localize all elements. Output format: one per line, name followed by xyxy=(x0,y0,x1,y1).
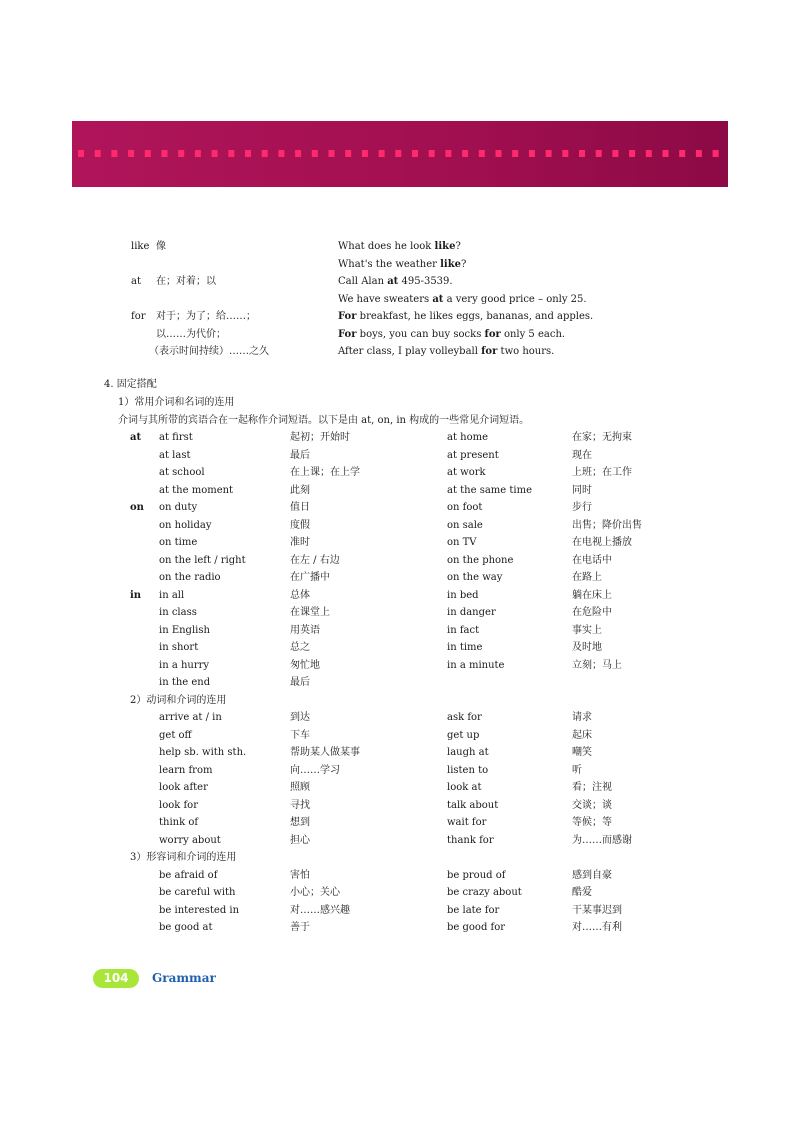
phrase-zh: 现在 xyxy=(572,449,592,461)
page-number: 104 xyxy=(103,971,129,985)
phrase-zh: 干某事迟到 xyxy=(572,904,622,916)
phrase-zh: 在危险中 xyxy=(572,607,612,618)
phrase-zh: 步行 xyxy=(572,502,592,513)
section-heading: 4. 固定搭配 xyxy=(104,379,157,390)
banner-dot xyxy=(162,150,168,157)
example-text: What does he look xyxy=(338,241,435,252)
phrase-en: arrive at / in xyxy=(159,712,222,723)
banner-dot xyxy=(529,150,535,157)
phrase-zh: 酷爱 xyxy=(572,887,592,898)
phrase-zh: 对……感兴趣 xyxy=(290,904,350,916)
example-text: boys, you can buy socks xyxy=(356,328,485,340)
phrase-en: in time xyxy=(447,642,483,653)
banner-dot xyxy=(262,150,268,157)
phrase-zh: 为……而感谢 xyxy=(572,834,632,846)
phrase-zh: 此刻 xyxy=(290,484,310,496)
banner-dot xyxy=(362,150,368,157)
phrase-en: be careful with xyxy=(159,887,236,898)
phrase-zh: 在路上 xyxy=(572,572,602,583)
phrase-zh: 匆忙地 xyxy=(290,659,320,671)
example-sentence xyxy=(338,328,565,342)
group-preposition: on xyxy=(130,502,144,513)
example-text: ? xyxy=(455,241,461,252)
example-keyword: like xyxy=(434,241,456,252)
phrase-zh: 度假 xyxy=(290,519,310,531)
sub1-title: 1）常用介词和名词的连用 xyxy=(118,397,235,408)
prep-meaning-extra: 以……为代价； xyxy=(156,328,226,340)
phrase-en: at the moment xyxy=(159,484,234,496)
phrase-en: in all xyxy=(159,589,185,601)
example-text: What's the weather xyxy=(338,258,441,270)
banner-dot xyxy=(145,150,151,157)
sub2-title: 2）动词和介词的连用 xyxy=(130,694,227,706)
phrase-en: thank for xyxy=(447,834,494,846)
phrase-zh: 交谈；谈 xyxy=(572,799,612,811)
phrase-zh: 及时地 xyxy=(572,642,602,653)
example-sentence xyxy=(338,345,554,359)
example-text: only 5 each. xyxy=(500,328,566,340)
phrase-en: be late for xyxy=(447,904,500,916)
phrase-zh: 用英语 xyxy=(290,624,320,636)
banner-dot xyxy=(295,150,301,157)
banner-dots xyxy=(72,150,728,158)
phrase-zh: 帮助某人做某事 xyxy=(290,747,360,758)
banner-dot xyxy=(178,150,184,157)
example-sentence xyxy=(338,240,461,254)
footer-title: Grammar xyxy=(152,971,216,985)
phrase-zh: 上班；在工作 xyxy=(572,467,632,478)
banner-dot xyxy=(345,150,351,157)
phrase-en: in short xyxy=(159,642,199,653)
banner-dot xyxy=(479,150,485,157)
example-text: breakfast, he likes eggs, bananas, and apples. xyxy=(356,311,594,322)
example-text: Call Alan xyxy=(338,276,388,287)
phrase-en: in bed xyxy=(447,589,479,601)
group-preposition: in xyxy=(130,589,142,601)
phrase-en: on holiday xyxy=(159,519,212,531)
phrase-en: at first xyxy=(159,432,193,443)
phrase-en: on sale xyxy=(447,519,483,531)
phrase-zh: 最后 xyxy=(290,449,310,461)
banner-dot xyxy=(278,150,284,157)
phrase-en: learn from xyxy=(159,764,213,776)
phrase-en: be good for xyxy=(447,922,506,933)
phrase-zh: 起初；开始时 xyxy=(290,432,350,443)
phrase-zh: 下车 xyxy=(290,729,310,741)
phrase-en: at school xyxy=(159,467,205,478)
phrase-en: on time xyxy=(159,537,198,548)
phrase-zh: 照顾 xyxy=(290,782,310,793)
banner-dot xyxy=(512,150,518,157)
phrase-zh: 担心 xyxy=(290,834,310,846)
banner-dot xyxy=(462,150,468,157)
phrase-zh: 起床 xyxy=(572,729,592,741)
phrase-en: in fact xyxy=(447,624,480,636)
prep-meaning: 对于；为了；给……； xyxy=(156,311,256,322)
phrase-zh: 在左 / 右边 xyxy=(290,554,340,566)
phrase-zh: 等候；等 xyxy=(572,817,612,828)
phrase-en: in a minute xyxy=(447,659,505,671)
banner-dot xyxy=(379,150,385,157)
phrase-en: at the same time xyxy=(447,484,533,496)
phrase-en: ask for xyxy=(447,712,482,723)
example-keyword: at xyxy=(432,293,444,305)
phrase-en: get up xyxy=(447,729,480,741)
phrase-zh: 同时 xyxy=(572,484,592,496)
example-keyword: at xyxy=(387,276,399,287)
prep-word: like xyxy=(131,241,150,252)
phrase-zh: 害怕 xyxy=(290,869,310,881)
sub1-intro: 介词与其所带的宾语合在一起称作介词短语。以下是由 at, on, in 构成的一些常见介词短语。 xyxy=(118,415,530,426)
phrase-en: be proud of xyxy=(447,869,506,881)
banner-dot xyxy=(562,150,568,157)
phrase-en: in danger xyxy=(447,607,496,618)
banner-dot xyxy=(128,150,134,157)
phrase-en: be good at xyxy=(159,922,213,933)
group-preposition: at xyxy=(130,432,142,443)
prep-word: for xyxy=(131,311,146,322)
phrase-zh: 看；注视 xyxy=(572,782,612,793)
phrase-zh: 躺在床上 xyxy=(572,589,612,601)
phrase-zh: 对……有利 xyxy=(572,922,622,933)
phrase-en: on the left / right xyxy=(159,554,246,566)
banner-dot xyxy=(496,150,502,157)
phrase-en: wait for xyxy=(447,817,487,828)
banner-dot xyxy=(412,150,418,157)
banner-dot xyxy=(329,150,335,157)
example-sentence xyxy=(338,310,593,324)
example-text: ? xyxy=(460,258,467,270)
banner-dot xyxy=(395,150,401,157)
example-text: 495-3539. xyxy=(398,276,453,287)
example-text: a very good price – only 25. xyxy=(443,293,587,305)
phrase-en: be crazy about xyxy=(447,887,522,898)
phrase-zh: 最后 xyxy=(290,677,310,688)
phrase-en: look for xyxy=(159,799,198,811)
phrase-en: get off xyxy=(159,729,192,741)
phrase-en: at work xyxy=(447,467,486,478)
banner-dot xyxy=(579,150,585,157)
phrase-en: look at xyxy=(447,782,482,793)
phrase-zh: 总体 xyxy=(290,589,310,601)
sub3-title: 3）形容词和介词的连用 xyxy=(130,852,237,863)
banner-dot xyxy=(629,150,635,157)
phrase-en: be interested in xyxy=(159,904,240,916)
phrase-en: in a hurry xyxy=(159,659,210,671)
phrase-zh: 值日 xyxy=(290,502,310,513)
phrase-zh: 在电视上播放 xyxy=(572,537,632,548)
phrase-zh: 准时 xyxy=(290,537,310,548)
example-keyword: For xyxy=(338,311,357,322)
phrase-en: look after xyxy=(159,782,208,793)
header-banner xyxy=(72,121,728,187)
example-sentence xyxy=(338,275,453,289)
banner-dot xyxy=(429,150,435,157)
phrase-en: on the phone xyxy=(447,554,514,566)
phrase-en: on foot xyxy=(447,502,483,513)
phrase-en: on TV xyxy=(447,537,477,548)
phrase-en: on duty xyxy=(159,502,198,513)
phrase-zh: 在课堂上 xyxy=(290,607,330,618)
banner-dot xyxy=(312,150,318,157)
example-keyword: For xyxy=(338,328,357,340)
banner-dot xyxy=(228,150,234,157)
phrase-zh: 在上课；在上学 xyxy=(290,467,360,478)
example-text: two hours. xyxy=(497,346,555,357)
example-keyword: for xyxy=(481,346,498,357)
banner-dot xyxy=(445,150,451,157)
phrase-zh: 听 xyxy=(572,764,582,776)
phrase-en: at last xyxy=(159,449,191,461)
phrase-en: help sb. with sth. xyxy=(159,747,247,758)
phrase-en: listen to xyxy=(447,764,489,776)
phrase-en: be afraid of xyxy=(159,869,218,881)
banner-dot xyxy=(696,150,702,157)
banner-dot xyxy=(679,150,685,157)
example-keyword: for xyxy=(484,328,501,340)
example-text: We have sweaters xyxy=(338,293,433,305)
banner-dot xyxy=(245,150,251,157)
phrase-zh: 嘲笑 xyxy=(572,747,592,758)
prep-meaning: 像 xyxy=(156,241,166,252)
banner-dot xyxy=(212,150,218,157)
banner-dot xyxy=(111,150,117,157)
phrase-en: on the way xyxy=(447,572,503,583)
phrase-zh: 到达 xyxy=(290,712,310,723)
banner-dot xyxy=(596,150,602,157)
example-sentence xyxy=(338,258,466,272)
banner-dot xyxy=(612,150,618,157)
phrase-en: in the end xyxy=(159,677,211,688)
example-keyword: like xyxy=(440,258,461,270)
prep-meaning: 在；对着；以 xyxy=(156,276,216,287)
banner-dot xyxy=(546,150,552,157)
phrase-zh: 向……学习 xyxy=(290,764,340,776)
prep-meaning-extra: （表示时间持续）……之久 xyxy=(149,346,269,357)
banner-dot xyxy=(195,150,201,157)
phrase-zh: 出售；降价出售 xyxy=(572,519,642,531)
phrase-zh: 总之 xyxy=(290,642,310,653)
phrase-en: in class xyxy=(159,607,197,618)
phrase-zh: 想到 xyxy=(290,817,310,828)
phrase-en: laugh at xyxy=(447,747,489,758)
banner-dot xyxy=(663,150,669,157)
example-sentence xyxy=(338,293,587,307)
phrase-zh: 善于 xyxy=(290,922,310,933)
phrase-en: on the radio xyxy=(159,572,221,583)
phrase-zh: 小心；关心 xyxy=(290,887,340,898)
banner-dot xyxy=(78,150,84,157)
phrase-en: at home xyxy=(447,432,489,443)
banner-dot xyxy=(713,150,719,157)
phrase-en: in English xyxy=(159,624,210,636)
phrase-zh: 感到自豪 xyxy=(572,869,612,881)
phrase-zh: 在电话中 xyxy=(572,554,612,566)
phrase-zh: 请求 xyxy=(572,712,592,723)
phrase-en: at present xyxy=(447,449,499,461)
phrase-zh: 立刻；马上 xyxy=(572,659,622,671)
phrase-zh: 寻找 xyxy=(290,799,310,811)
banner-dot xyxy=(646,150,652,157)
phrase-zh: 在广播中 xyxy=(290,572,330,583)
phrase-zh: 在家；无拘束 xyxy=(572,432,632,443)
prep-word: at xyxy=(131,276,141,287)
phrase-en: think of xyxy=(159,817,199,828)
example-text: After class, I play volleyball xyxy=(338,346,482,357)
banner-dot xyxy=(95,150,101,157)
phrase-en: worry about xyxy=(159,834,221,846)
phrase-zh: 事实上 xyxy=(572,624,602,636)
phrase-en: talk about xyxy=(447,799,499,811)
